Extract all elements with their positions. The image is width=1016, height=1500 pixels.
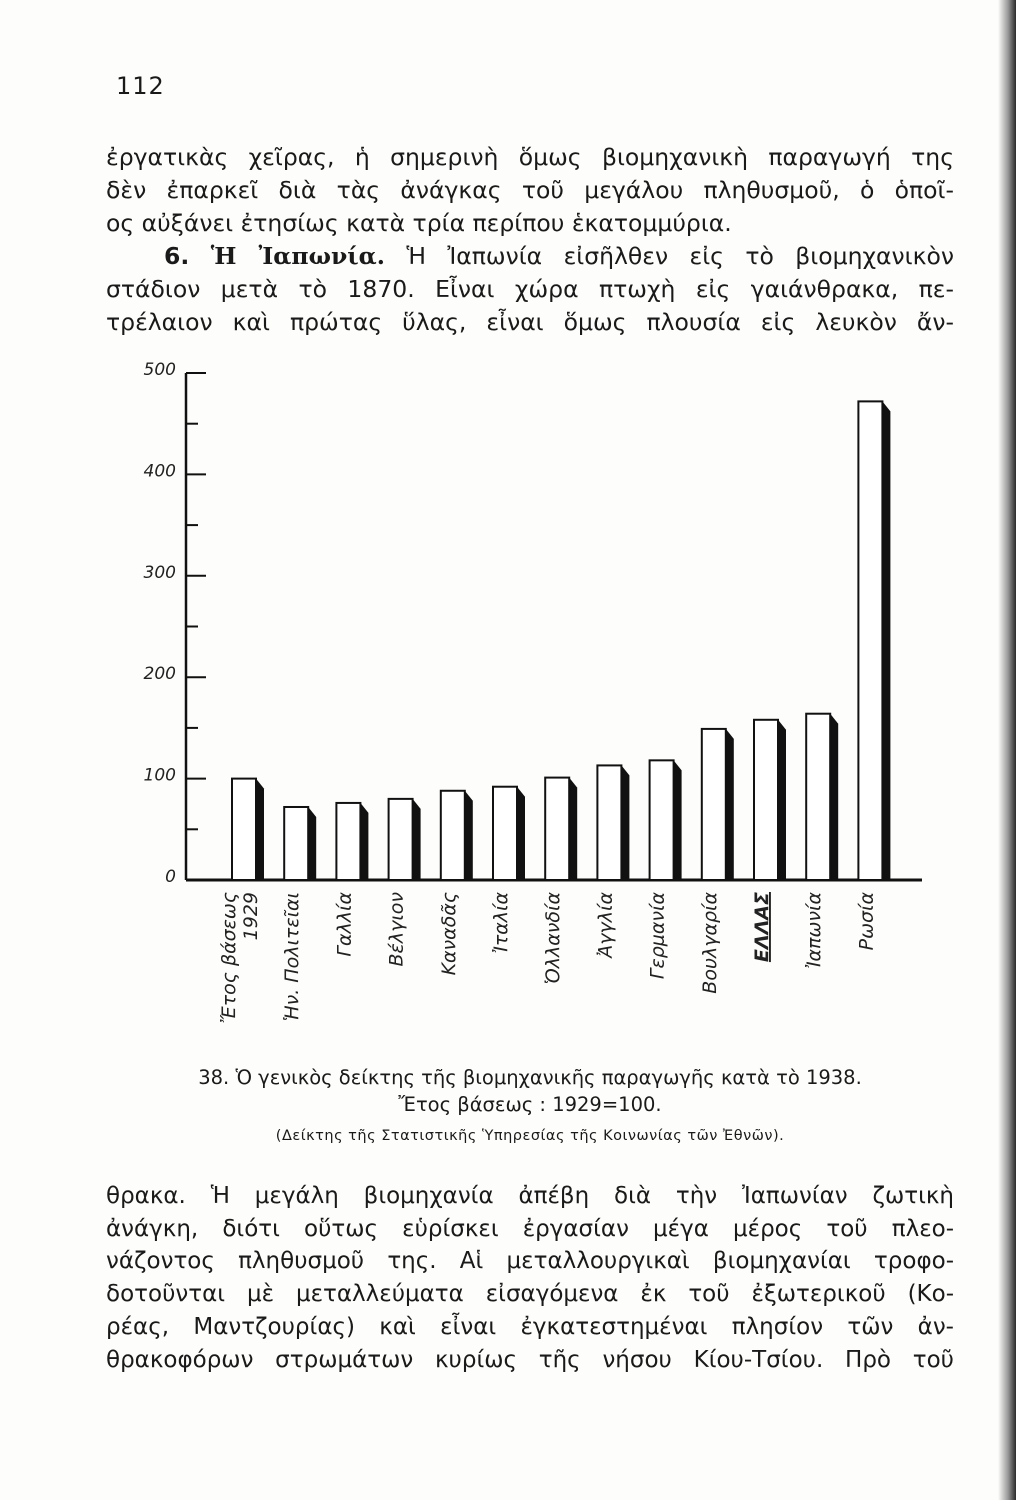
bar-side: [465, 791, 473, 880]
text-line: ρέας, Μαντζουρίας) καὶ εἶναι ἐγκατεστημέναι πλησίον τῶν ἀν-: [106, 1313, 954, 1340]
bar-side: [726, 729, 734, 880]
text-line: στάδιον μετὰ τὸ 1870. Εἶναι χώρα πτωχὴ εἰς γαιάνθρακα, πε-: [106, 275, 954, 303]
bar: [702, 729, 726, 880]
bar-side: [621, 765, 629, 880]
paragraph-bottom: [106, 1180, 954, 1376]
bar: [493, 787, 517, 880]
x-category-label: Καναδᾶς: [437, 892, 460, 976]
bar: [545, 778, 569, 880]
x-category-label: Ἔτος βάσεως: [218, 892, 240, 1024]
bar-side: [256, 779, 264, 880]
bar-side: [778, 720, 786, 880]
caption-text: Ὁ γενικὸς δείκτης τῆς βιομηχανικῆς παραγωγῆς κατὰ τὸ 1938.: [235, 1066, 862, 1089]
section-line-text: Ἡ Ἰαπωνία εἰσῆλθεν εἰς τὸ βιομηχανικὸν: [406, 242, 954, 270]
figure-caption: [100, 1064, 960, 1118]
bar-side: [882, 401, 890, 880]
text-line: ος αὐξάνει ἐτησίως κατὰ τρία περίπου ἑκατομμύρια.: [106, 209, 732, 237]
text-line: τρέλαιον καὶ πρώτας ὕλας, εἶναι ὅμως πλουσία εἰς λευκὸν ἄν-: [106, 308, 954, 336]
text-line: νάζοντος πληθυσμοῦ της. Αἱ μεταλλουργικαὶ βιομηχανίαι τροφο-: [106, 1248, 954, 1275]
bar: [597, 765, 621, 880]
x-category-label: Γερμανία: [646, 892, 669, 980]
x-category-label: Ρωσία: [855, 892, 878, 951]
x-category-label: Βουλγαρία: [698, 892, 721, 994]
bar: [806, 714, 830, 880]
bar-side: [830, 714, 838, 880]
bar-side: [674, 760, 682, 880]
bar-side: [517, 787, 525, 880]
x-category-label: Βέλγιον: [385, 892, 408, 967]
text-line: δοτοῦνται μὲ μεταλλεύματα εἰσαγόμενα ἐκ τοῦ ἐξωτερικοῦ (Κο-: [106, 1281, 954, 1308]
y-tick-label: 500: [143, 360, 176, 380]
bar-side: [308, 807, 316, 880]
bar-side: [360, 803, 368, 880]
x-category-label: Ἰταλία: [490, 892, 512, 954]
bar-side: [569, 778, 577, 880]
text-line: θρακοφόρων στρωμάτων κυρίως τῆς νήσου Κίου-Τσίου. Πρὸ τοῦ: [106, 1346, 954, 1373]
x-category-label: 1929: [240, 892, 262, 941]
bar: [389, 799, 413, 880]
x-category-label: ΕΛΛΑΣ: [751, 892, 773, 963]
bar: [650, 760, 674, 880]
y-tick-label: 100: [143, 765, 176, 786]
caption-base-year: Ἔτος βάσεως : 1929=100.: [398, 1093, 662, 1116]
bar: [336, 803, 360, 880]
bar: [441, 791, 465, 880]
y-tick-label: 300: [143, 562, 176, 583]
caption-label: 38.: [198, 1066, 230, 1089]
section-title: Ἡ Ἰαπωνία.: [210, 242, 385, 270]
caption-title-line: [100, 1064, 960, 1091]
bar: [284, 807, 308, 880]
x-category-label: Ὁλλανδία: [542, 892, 565, 985]
page-number: 112: [116, 72, 165, 100]
x-category-label: Ἀγγλία: [594, 892, 617, 958]
y-tick-label: 400: [143, 461, 176, 482]
bar: [754, 720, 778, 880]
text-line: ἐργατικὰς χεῖρας, ἡ σημερινὴ ὅμως βιομηχανικὴ παραγωγή της: [106, 143, 954, 171]
text-line: ἀνάγκη, διότι οὕτως εὑρίσκει ἐργασίαν μέγα μέρος τοῦ πλεο-: [106, 1215, 954, 1242]
bar: [858, 401, 882, 880]
caption-source: (Δείκτης τῆς Στατιστικῆς Ὑπηρεσίας τῆς Κοινωνίας τῶν Ἐθνῶν).: [275, 1128, 785, 1144]
text-line: θρακα. Ἡ μεγάλη βιομηχανία ἀπέβη διὰ τὴν Ἰαπωνίαν ζωτικὴ: [106, 1183, 954, 1209]
y-tick-label: 0: [165, 867, 176, 887]
x-category-label: Ἡν. Πολιτεῖαι: [281, 892, 304, 1022]
y-tick-label: 200: [143, 664, 176, 685]
bar: [232, 779, 256, 880]
x-category-label: Ἰαπωνία: [803, 892, 826, 969]
bar-side: [413, 799, 421, 880]
text-line: δὲν ἐπαρκεῖ διὰ τὰς ἀνάγκας τοῦ μεγάλου πληθυσμοῦ, ὁ ὁποῖ-: [106, 176, 954, 204]
x-category-label: Γαλλία: [333, 892, 356, 957]
section-number: 6.: [164, 242, 190, 270]
